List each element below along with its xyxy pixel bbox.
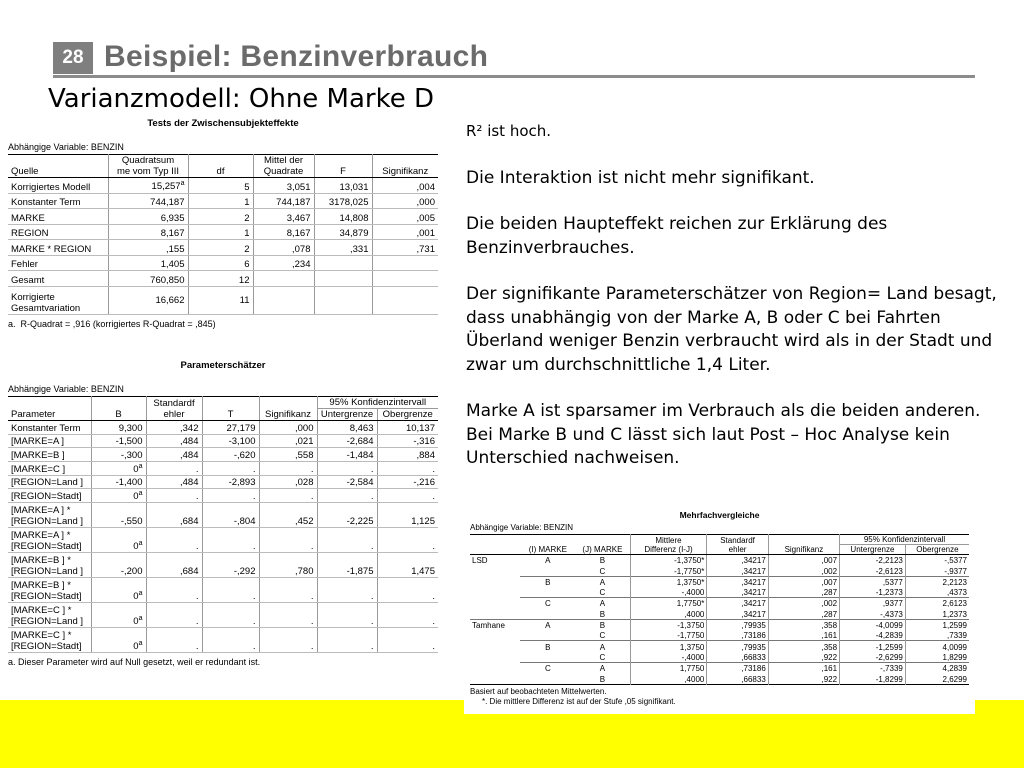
- multi-diff: 1,7750*: [630, 598, 707, 609]
- multi-i: A: [520, 555, 575, 566]
- table-row: [470, 598, 969, 609]
- multi-lower: -4,2839: [840, 630, 906, 641]
- multi-col-diff-top: Mittlere: [630, 535, 707, 545]
- table-row: [8, 462, 438, 476]
- multi-j: C: [599, 631, 606, 641]
- parameter-hi: ,884: [377, 448, 438, 462]
- parameter-sig: ,021: [259, 434, 317, 448]
- multi-sig: ,007: [768, 555, 839, 566]
- parameter-name: [REGION=Land ]: [8, 475, 91, 489]
- multi-i: [520, 587, 575, 598]
- parameter-se: .: [146, 528, 202, 553]
- multi-dependent-variable: Abhängige Variable: BENZIN: [470, 523, 574, 532]
- parameter-col-t: T: [202, 409, 259, 421]
- tests-dependent-variable: Abhängige Variable: BENZIN: [8, 142, 124, 152]
- multi-i: [520, 565, 575, 576]
- multi-diff: 1,3750: [630, 641, 707, 652]
- parameter-t: .: [202, 462, 259, 476]
- note-r-squared: R² ist hoch.: [466, 122, 552, 140]
- table-row: [470, 673, 969, 684]
- parameter-lo: -2,225: [317, 503, 377, 528]
- parameter-lo: -1,484: [317, 448, 377, 462]
- parameter-name: [MARKE=C ] * [REGION=Stadt]: [8, 628, 91, 653]
- tests-col-quelle: Quelle: [8, 155, 108, 178]
- parameter-b: 9,300: [91, 421, 146, 435]
- parameter-hi: 10,137: [377, 421, 438, 435]
- parameter-name: [MARKE=B ] * [REGION=Land ]: [8, 553, 91, 578]
- parameter-hi: .: [377, 462, 438, 476]
- parameter-sig: .: [259, 462, 317, 476]
- table-row: Fehler 1,405 6 ,234: [8, 255, 438, 271]
- multi-col-upper: Obergrenze: [905, 545, 969, 555]
- table-row: [8, 528, 438, 553]
- multi-i: [520, 608, 575, 619]
- multi-col-se-top: Standardf: [707, 535, 768, 545]
- table-row: [470, 652, 969, 663]
- multi-diff: -,4000: [630, 652, 707, 663]
- parameter-col-lower: Untergrenze: [317, 409, 377, 421]
- table-row: [8, 553, 438, 578]
- note-main-effects: Die beiden Haupteffekt reichen zur Erklärung des Benzinverbrauches.: [466, 214, 888, 258]
- table-row: Gesamt 760,850 12: [8, 271, 438, 287]
- multi-col-i: (I) MARKE: [520, 545, 575, 555]
- parameter-name: [MARKE=A ]: [8, 434, 91, 448]
- parameter-b: 0$^a$: [91, 528, 146, 553]
- parameter-b: 0$^a$: [91, 462, 146, 476]
- parameter-hi: .: [377, 603, 438, 628]
- parameter-name: [MARKE=C ] * [REGION=Land ]: [8, 603, 91, 628]
- multi-lower: -1,2599: [840, 641, 906, 652]
- multi-header-row: [470, 545, 969, 555]
- table-row: [470, 576, 969, 587]
- parameter-hi: 1,475: [377, 553, 438, 578]
- table-row: Korrigierte Gesamtvariation 16,662 11: [8, 286, 438, 314]
- parameter-name: [MARKE=A ] * [REGION=Stadt]: [8, 528, 91, 553]
- parameter-t: .: [202, 578, 259, 603]
- parameter-lo: .: [317, 462, 377, 476]
- multi-upper: 1,2373: [905, 608, 969, 619]
- multi-se: ,34217: [707, 587, 768, 598]
- parameter-t: .: [202, 528, 259, 553]
- parameter-se: .: [146, 489, 202, 503]
- parameter-dependent-variable: Abhängige Variable: BENZIN: [8, 384, 124, 394]
- multi-sig: ,002: [768, 598, 839, 609]
- table-row: [470, 619, 969, 630]
- table-row: [8, 628, 438, 653]
- parameter-se: ,484: [146, 448, 202, 462]
- multi-upper: ,4373: [905, 587, 969, 598]
- parameter-name: Konstanter Term: [8, 421, 91, 435]
- multi-method: [470, 587, 520, 598]
- note-post-hoc: Marke A ist sparsamer im Verbrauch als die beiden anderen. Bei Marke B und C lässt sich laut Post – Hoc Analyse kein Unterschied nachweisen.: [466, 401, 981, 468]
- parameter-lo: .: [317, 489, 377, 503]
- multi-j: A: [575, 598, 630, 609]
- explanation-text: [466, 120, 1006, 494]
- parameter-b: -,550: [91, 503, 146, 528]
- multi-diff: -1,3750*: [630, 555, 707, 566]
- parameter-col-b: B: [91, 409, 146, 421]
- multi-sig: ,358: [768, 619, 839, 630]
- multi-sig: ,287: [768, 587, 839, 598]
- parameter-b: -1,400: [91, 475, 146, 489]
- parameter-lo: -1,875: [317, 553, 377, 578]
- parameter-se: ,684: [146, 503, 202, 528]
- parameter-hi: -,316: [377, 434, 438, 448]
- multi-diff: 1,7750: [630, 662, 707, 673]
- multi-j: A: [575, 641, 630, 652]
- parameter-t: 27,179: [202, 421, 259, 435]
- note-interaction: Die Interaktion ist nicht mehr signifikant.: [466, 167, 815, 188]
- title-divider: [53, 75, 975, 78]
- multi-se: ,34217: [707, 555, 768, 566]
- multi-upper: 1,8299: [905, 652, 969, 663]
- multi-diff: -1,7750*: [630, 565, 707, 576]
- parameter-b: -1,500: [91, 434, 146, 448]
- parameter-se: .: [146, 578, 202, 603]
- table-row: [8, 475, 438, 489]
- parameter-sig: .: [259, 528, 317, 553]
- parameter-b: -,300: [91, 448, 146, 462]
- multi-j: B: [599, 674, 606, 684]
- parameter-col-se: ehler: [146, 409, 202, 421]
- table-row: Korrigiertes Modell 15,257$^a$ 5 3,051 13,031 ,004: [8, 178, 438, 194]
- multi-method: LSD: [470, 555, 520, 566]
- multi-se: ,66833: [707, 673, 768, 684]
- parameter-sig: ,000: [259, 421, 317, 435]
- parameter-se: ,484: [146, 434, 202, 448]
- multi-sig: ,161: [768, 662, 839, 673]
- multi-se: ,34217: [707, 565, 768, 576]
- parameter-hi: .: [377, 528, 438, 553]
- parameter-lo: .: [317, 628, 377, 653]
- parameter-se: ,484: [146, 475, 202, 489]
- multi-upper: 4,0099: [905, 641, 969, 652]
- multi-diff: ,4000: [630, 673, 707, 684]
- multi-method: [470, 630, 520, 641]
- multi-header-row-top: [470, 535, 969, 545]
- tests-header-row: [8, 155, 438, 178]
- parameter-hi: .: [377, 578, 438, 603]
- multi-lower: -4,0099: [840, 619, 906, 630]
- parameter-sig: .: [259, 628, 317, 653]
- table-row: [8, 578, 438, 603]
- multi-j: C: [599, 588, 606, 598]
- multi-method: [470, 598, 520, 609]
- multi-se: ,34217: [707, 576, 768, 587]
- multi-j: B: [599, 609, 606, 619]
- multi-se: ,79935: [707, 619, 768, 630]
- multi-method: [470, 576, 520, 587]
- multi-lower: -,7339: [840, 662, 906, 673]
- parameter-hi: -,216: [377, 475, 438, 489]
- parameter-lo: .: [317, 603, 377, 628]
- multi-upper: ,7339: [905, 630, 969, 641]
- tests-footnote: a. R-Quadrat = ,916 (korrigiertes R-Quadrat = ,845): [8, 318, 216, 329]
- parameter-grid: [8, 396, 438, 653]
- slide-subtitle: Varianzmodell: Ohne Marke D: [48, 84, 435, 114]
- multi-sig: ,002: [768, 565, 839, 576]
- multi-upper: -,9377: [905, 565, 969, 576]
- multi-i: B: [520, 641, 575, 652]
- multi-sig: ,358: [768, 641, 839, 652]
- table-row: [470, 662, 969, 673]
- parameter-b: 0$^a$: [91, 578, 146, 603]
- parameter-col-se-top: Standardf: [146, 397, 202, 409]
- table-row: [8, 603, 438, 628]
- parameter-sig: .: [259, 489, 317, 503]
- multi-i: C: [520, 662, 575, 673]
- multi-se: ,34217: [707, 608, 768, 619]
- slide-title: Beispiel: Benzinverbrauch: [104, 40, 489, 73]
- multi-j: B: [575, 555, 630, 566]
- parameter-t: -,804: [202, 503, 259, 528]
- parameter-lo: .: [317, 578, 377, 603]
- multi-i: [520, 652, 575, 663]
- multi-grid: [470, 534, 969, 685]
- multi-upper: -,5377: [905, 555, 969, 566]
- table-row: Konstanter Term 744,187 1 744,187 3178,025 ,000: [8, 193, 438, 209]
- multi-sig: ,161: [768, 630, 839, 641]
- multi-diff: ,4000: [630, 608, 707, 619]
- table-row: [470, 587, 969, 598]
- parameter-footnote: a. Dieser Parameter wird auf Null gesetzt, weil er redundant ist.: [8, 657, 261, 668]
- parameter-lo: .: [317, 528, 377, 553]
- multi-j: C: [599, 652, 606, 662]
- table-row: [8, 421, 438, 435]
- multi-col-ci: 95% Konfidenzintervall: [840, 535, 969, 545]
- parameter-sig: ,558: [259, 448, 317, 462]
- multi-lower: ,5377: [840, 576, 906, 587]
- multi-se: ,73186: [707, 630, 768, 641]
- multi-diff: -1,3750: [630, 619, 707, 630]
- multi-col-lower: Untergrenze: [840, 545, 906, 555]
- multi-sig: ,287: [768, 608, 839, 619]
- multiple-comparisons-table: [464, 506, 975, 714]
- parameter-sig: .: [259, 603, 317, 628]
- parameter-b: -,200: [91, 553, 146, 578]
- multi-i: C: [520, 598, 575, 609]
- multi-j: A: [575, 662, 630, 673]
- multi-method: Tamhane: [470, 619, 520, 630]
- parameter-col-sig: Signifikanz: [259, 409, 317, 421]
- multi-method: [470, 641, 520, 652]
- table-row: MARKE * REGION ,155 2 ,078 ,331 ,731: [8, 240, 438, 256]
- multi-lower: -1,2373: [840, 587, 906, 598]
- multi-lower: -1,8299: [840, 673, 906, 684]
- parameter-table-caption: Parameterschätzer: [180, 360, 266, 371]
- table-row: [470, 630, 969, 641]
- tests-table: [8, 118, 438, 329]
- multi-i: [520, 630, 575, 641]
- multi-sig: ,007: [768, 576, 839, 587]
- parameter-sig: .: [259, 578, 317, 603]
- multi-footnote-significance: *. Die mittlere Differenz ist auf der Stufe ,05 signifikant.: [482, 696, 676, 706]
- multi-se: ,66833: [707, 652, 768, 663]
- tests-grid: [8, 154, 438, 315]
- multi-diff: 1,3750*: [630, 576, 707, 587]
- multi-col-diff: Differenz (I-J): [630, 545, 707, 555]
- table-row: MARKE 6,935 2 3,467 14,808 ,005: [8, 209, 438, 225]
- table-row: [470, 555, 969, 566]
- parameter-t: -,292: [202, 553, 259, 578]
- multi-method: [470, 652, 520, 663]
- multi-upper: 4,2839: [905, 662, 969, 673]
- parameter-se: ,684: [146, 553, 202, 578]
- multi-se: ,34217: [707, 598, 768, 609]
- parameter-name: [MARKE=B ]: [8, 448, 91, 462]
- multi-i: A: [520, 619, 575, 630]
- parameter-col-parameter: Parameter: [8, 409, 91, 421]
- multi-se: ,79935: [707, 641, 768, 652]
- tests-col-f: F: [314, 155, 372, 178]
- multi-method: [470, 565, 520, 576]
- multi-method: [470, 662, 520, 673]
- parameter-lo: -2,684: [317, 434, 377, 448]
- parameter-header-row-top: [8, 397, 438, 409]
- table-row: [470, 565, 969, 576]
- multi-method: [470, 673, 520, 684]
- multi-lower: -,4373: [840, 608, 906, 619]
- parameter-sig: ,028: [259, 475, 317, 489]
- parameter-name: [MARKE=C ]: [8, 462, 91, 476]
- table-row: [8, 434, 438, 448]
- table-row: [8, 503, 438, 528]
- parameter-se: .: [146, 462, 202, 476]
- parameter-col-upper: Obergrenze: [377, 409, 438, 421]
- slide-number: 28: [53, 42, 93, 74]
- tests-table-caption: Tests der Zwischensubjekteffekte: [147, 118, 299, 129]
- multi-col-se: ehler: [707, 545, 768, 555]
- tests-col-ms: Mittel der Quadrate: [253, 155, 314, 178]
- parameter-b: 0$^a$: [91, 489, 146, 503]
- parameter-b: 0$^a$: [91, 628, 146, 653]
- table-row: [8, 489, 438, 503]
- table-row: [8, 448, 438, 462]
- multi-lower: ,9377: [840, 598, 906, 609]
- tests-col-df: df: [188, 155, 253, 178]
- parameter-t: .: [202, 603, 259, 628]
- table-row: REGION 8,167 1 8,167 34,879 ,001: [8, 224, 438, 240]
- multi-j: B: [575, 619, 630, 630]
- parameter-t: .: [202, 489, 259, 503]
- parameter-header-row: [8, 409, 438, 421]
- parameter-sig: ,452: [259, 503, 317, 528]
- multi-sig: ,922: [768, 673, 839, 684]
- multi-diff: -1,7750: [630, 630, 707, 641]
- parameter-hi: .: [377, 489, 438, 503]
- multi-upper: 1,2599: [905, 619, 969, 630]
- multi-upper: 2,2123: [905, 576, 969, 587]
- parameter-b: 0$^a$: [91, 603, 146, 628]
- multi-sig: ,922: [768, 652, 839, 663]
- multi-j: A: [575, 576, 630, 587]
- parameter-col-ci: 95% Konfidenzintervall: [317, 397, 438, 409]
- multi-i: B: [520, 576, 575, 587]
- parameter-lo: -2,584: [317, 475, 377, 489]
- tests-col-sig: Signifikanz: [372, 155, 438, 178]
- multi-lower: -2,2123: [840, 555, 906, 566]
- multi-i: [520, 673, 575, 684]
- tests-col-ss: Quadratsum me vom Typ III: [108, 155, 188, 178]
- parameter-se: .: [146, 628, 202, 653]
- multi-se: ,73186: [707, 662, 768, 673]
- parameter-se: ,342: [146, 421, 202, 435]
- multi-footnote-basis: Basiert auf beobachteten Mittelwerten.: [470, 686, 607, 696]
- multi-method: [470, 608, 520, 619]
- parameter-lo: 8,463: [317, 421, 377, 435]
- multi-lower: -2,6123: [840, 565, 906, 576]
- multi-upper: 2,6299: [905, 673, 969, 684]
- parameter-t: .: [202, 628, 259, 653]
- multi-table-caption: Mehrfachvergleiche: [679, 510, 760, 520]
- parameter-table: [8, 360, 438, 667]
- table-row: [470, 641, 969, 652]
- parameter-name: [MARKE=B ] * [REGION=Stadt]: [8, 578, 91, 603]
- multi-col-sig: Signifikanz: [768, 545, 839, 555]
- table-row: [470, 608, 969, 619]
- parameter-name: [MARKE=A ] * [REGION=Land ]: [8, 503, 91, 528]
- parameter-hi: .: [377, 628, 438, 653]
- parameter-t: -2,893: [202, 475, 259, 489]
- note-region-parameter: Der signifikante Parameterschätzer von Region= Land besagt, dass unabhängig von der Marke A, B oder C bei Fahrten Überland weniger Benzin verbraucht wird als in der Stadt und zwar um durchschnittliche 1,4 Liter.: [466, 284, 997, 375]
- parameter-t: -3,100: [202, 434, 259, 448]
- multi-upper: 2,6123: [905, 598, 969, 609]
- parameter-sig: ,780: [259, 553, 317, 578]
- parameter-se: .: [146, 603, 202, 628]
- parameter-hi: 1,125: [377, 503, 438, 528]
- multi-j: C: [599, 566, 606, 576]
- multi-col-j: (J) MARKE: [575, 545, 630, 555]
- multi-lower: -2,6299: [840, 652, 906, 663]
- parameter-name: [REGION=Stadt]: [8, 489, 91, 503]
- multi-diff: -,4000: [630, 587, 707, 598]
- parameter-t: -,620: [202, 448, 259, 462]
